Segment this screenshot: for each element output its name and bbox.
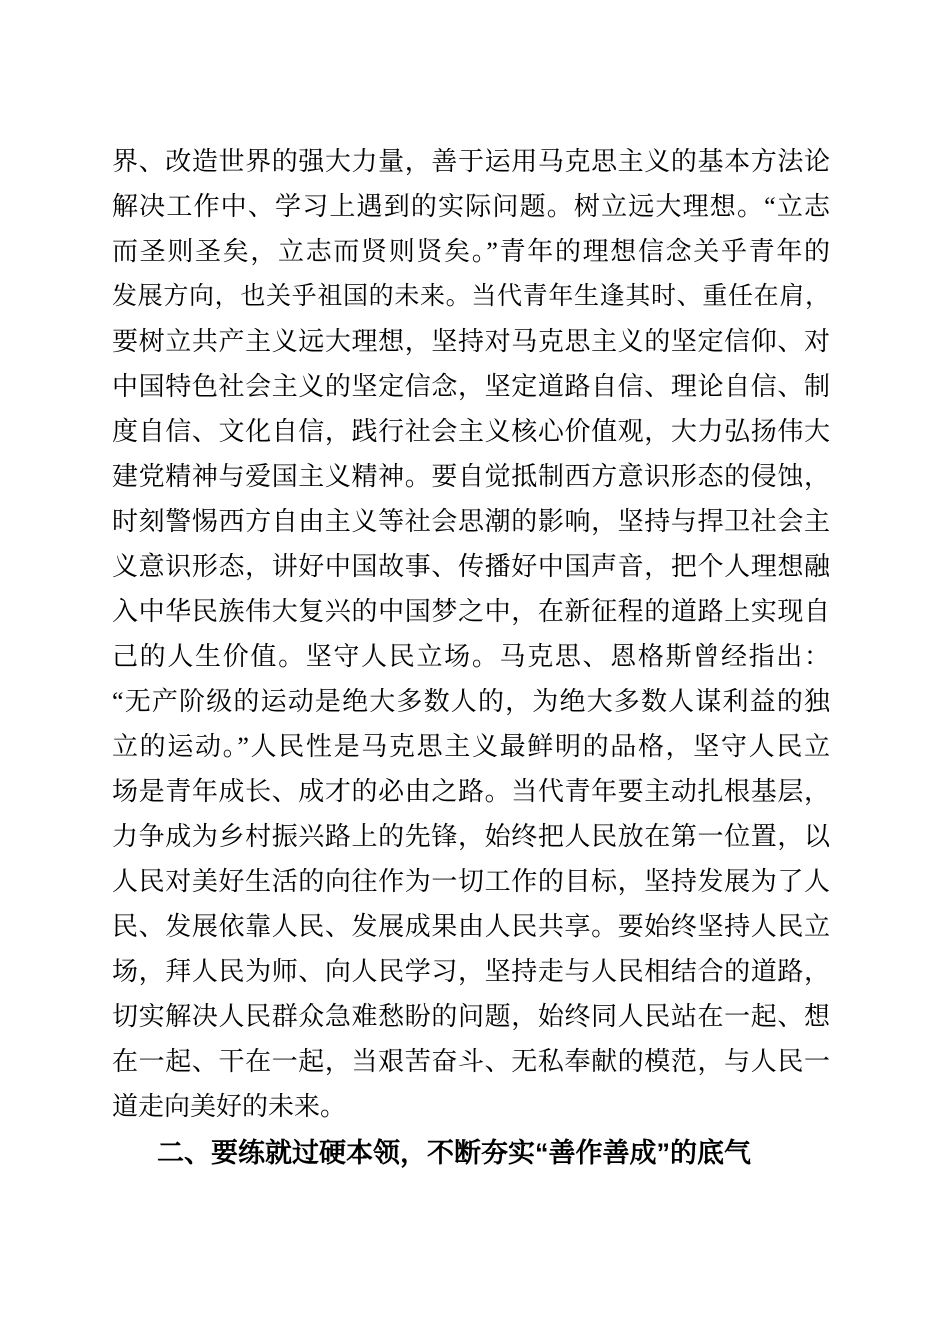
body-line: 解决工作中、学习上遇到的实际问题。树立远大理想。“立志 xyxy=(112,192,830,221)
body-line: 切实解决人民群众急难愁盼的问题，始终同人民站在一起、想 xyxy=(112,1002,830,1031)
body-line: 度自信、文化自信，践行社会主义核心价值观，大力弘扬伟大 xyxy=(112,417,830,446)
body-line: 立的运动。”人民性是马克思主义最鲜明的品格，坚守人民立 xyxy=(112,732,830,761)
body-line: 时刻警惕西方自由主义等社会思潮的影响，坚持与捍卫社会主 xyxy=(112,507,830,536)
body-paragraph xyxy=(112,139,830,1176)
body-line: 而圣则圣矣，立志而贤则贤矣。”青年的理想信念关乎青年的 xyxy=(112,237,830,266)
body-line: 义意识形态，讲好中国故事、传播好中国声音，把个人理想融 xyxy=(112,552,830,581)
body-line: 道走向美好的未来。 xyxy=(112,1092,347,1121)
body-line: 界、改造世界的强大力量，善于运用马克思主义的基本方法论 xyxy=(112,147,830,176)
body-line: 要树立共产主义远大理想，坚持对马克思主义的坚定信仰、对 xyxy=(112,327,830,356)
body-line: 场是青年成长、成才的必由之路。当代青年要主动扎根基层， xyxy=(112,777,830,806)
body-line: 入中华民族伟大复兴的中国梦之中，在新征程的道路上实现自 xyxy=(112,597,830,626)
body-line: “无产阶级的运动是绝大多数人的，为绝大多数人谋利益的独 xyxy=(112,687,830,716)
body-line: 己的人生价值。坚守人民立场。马克思、恩格斯曾经指出： xyxy=(112,642,830,671)
body-line: 民、发展依靠人民、发展成果由人民共享。要始终坚持人民立 xyxy=(112,912,830,941)
body-line: 人民对美好生活的向往作为一切工作的目标，坚持发展为了人 xyxy=(112,867,830,896)
section-heading: 二、要练就过硬本领，不断夯实“善作善成”的底气 xyxy=(157,1138,751,1168)
body-line: 场，拜人民为师、向人民学习，坚持走与人民相结合的道路， xyxy=(112,957,830,986)
body-line: 建党精神与爱国主义精神。要自觉抵制西方意识形态的侵蚀， xyxy=(112,462,830,491)
body-line: 在一起、干在一起，当艰苦奋斗、无私奉献的模范，与人民一 xyxy=(112,1047,830,1076)
body-line: 中国特色社会主义的坚定信念，坚定道路自信、理论自信、制 xyxy=(112,372,830,401)
body-line: 力争成为乡村振兴路上的先锋，始终把人民放在第一位置，以 xyxy=(112,822,830,851)
body-line: 发展方向，也关乎祖国的未来。当代青年生逢其时、重任在肩， xyxy=(112,283,830,310)
